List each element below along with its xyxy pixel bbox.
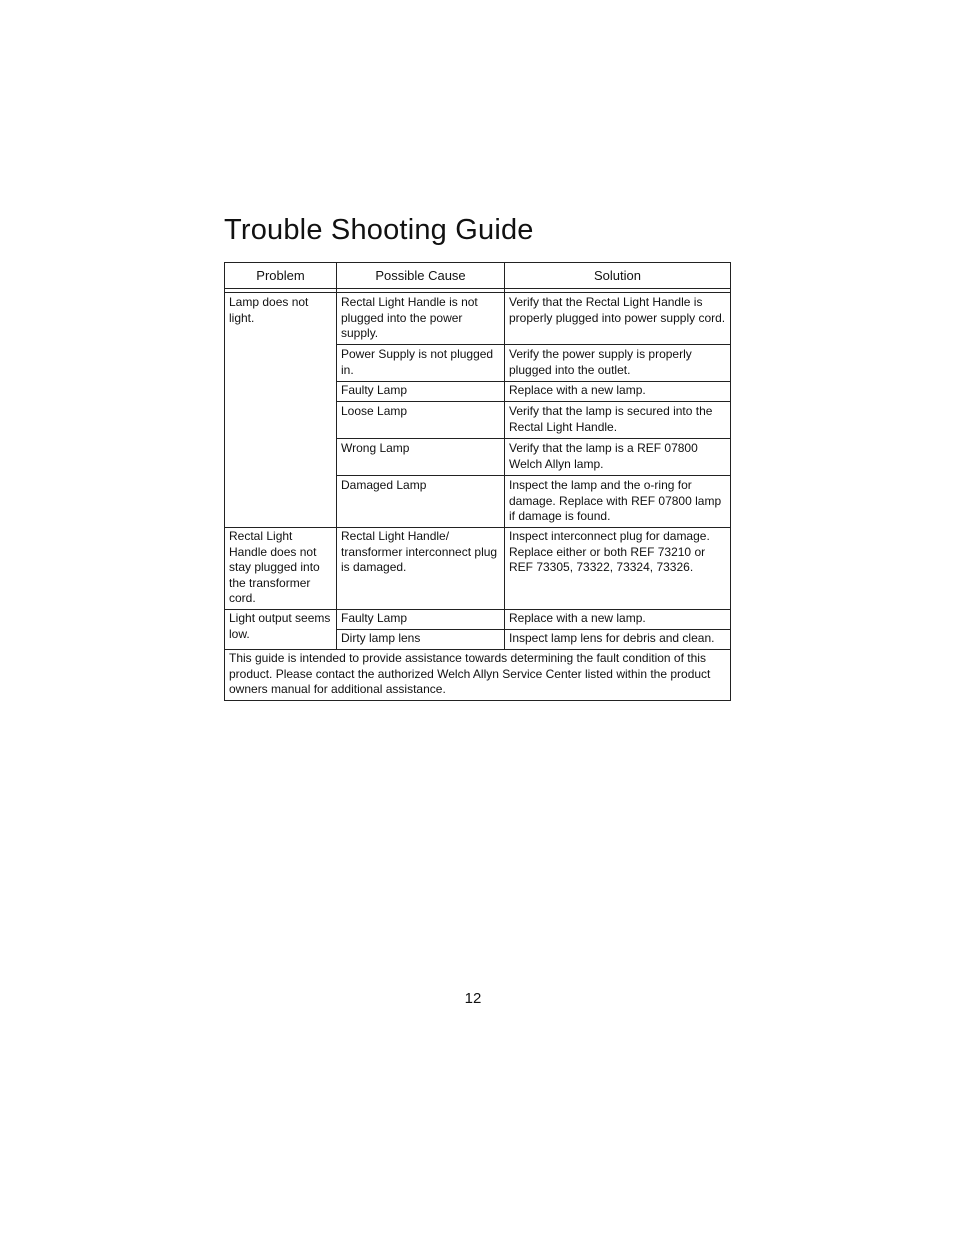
problem-cell: Lamp does not light. bbox=[225, 293, 337, 528]
page-title: Trouble Shooting Guide bbox=[224, 214, 534, 246]
note-row bbox=[225, 650, 731, 701]
header-solution: Solution bbox=[505, 263, 731, 289]
solution-cell: Verify the power supply is properly plugged into the outlet. bbox=[505, 345, 731, 382]
cause-cell: Faulty Lamp bbox=[337, 382, 505, 402]
solution-cell: Verify that the lamp is secured into the Rectal Light Handle. bbox=[505, 402, 731, 439]
solution-cell: Verify that the lamp is a REF 07800 Welch Allyn lamp. bbox=[505, 439, 731, 476]
table-row bbox=[225, 528, 731, 610]
cause-cell: Rectal Light Handle/ transformer interconnect plug is damaged. bbox=[337, 528, 505, 610]
solution-cell: Replace with a new lamp. bbox=[505, 382, 731, 402]
cause-cell: Damaged Lamp bbox=[337, 476, 505, 528]
page-number: 12 bbox=[464, 990, 482, 1007]
solution-cell: Inspect interconnect plug for damage. Replace either or both REF 73210 or REF 73305, 73322, 73324, 73326. bbox=[505, 528, 731, 610]
cause-cell: Loose Lamp bbox=[337, 402, 505, 439]
problem-cell: Rectal Light Handle does not stay plugged into the transformer cord. bbox=[225, 528, 337, 610]
cause-cell: Rectal Light Handle is not plugged into the power supply. bbox=[337, 293, 505, 345]
troubleshooting-table bbox=[224, 262, 731, 701]
header-row bbox=[225, 263, 731, 289]
cause-cell: Wrong Lamp bbox=[337, 439, 505, 476]
assistance-note: This guide is intended to provide assistance towards determining the fault condition of this product. Please contact the authorized Welch Allyn Service Center listed within the product owners manual for additional assistance. bbox=[225, 650, 731, 701]
solution-cell: Replace with a new lamp. bbox=[505, 610, 731, 630]
solution-cell: Inspect the lamp and the o-ring for damage. Replace with REF 07800 lamp if damage is found. bbox=[505, 476, 731, 528]
header-possible-cause: Possible Cause bbox=[337, 263, 505, 289]
solution-cell: Verify that the Rectal Light Handle is properly plugged into power supply cord. bbox=[505, 293, 731, 345]
table-row bbox=[225, 293, 731, 345]
cause-cell: Faulty Lamp bbox=[337, 610, 505, 630]
solution-cell: Inspect lamp lens for debris and clean. bbox=[505, 630, 731, 650]
cause-cell: Power Supply is not plugged in. bbox=[337, 345, 505, 382]
cause-cell: Dirty lamp lens bbox=[337, 630, 505, 650]
header-problem: Problem bbox=[225, 263, 337, 289]
problem-cell: Light output seems low. bbox=[225, 610, 337, 650]
table-row bbox=[225, 610, 731, 630]
